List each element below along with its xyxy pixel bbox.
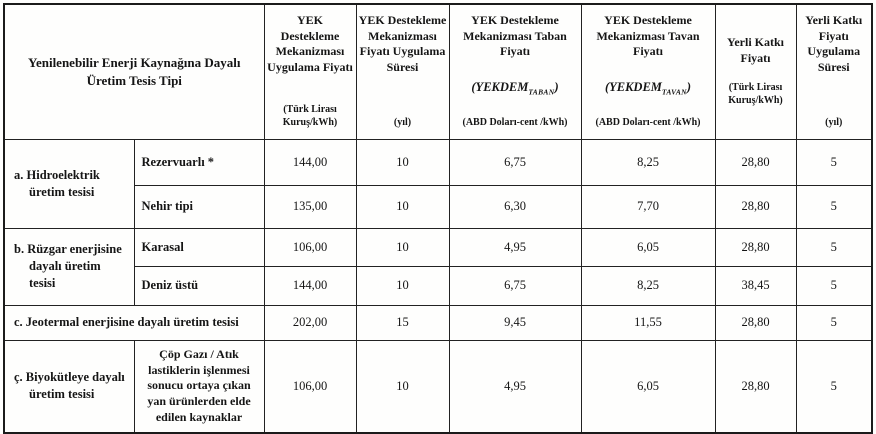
formula-close: ) bbox=[554, 79, 559, 94]
table-row bbox=[4, 305, 872, 340]
value-cell: 10 bbox=[356, 340, 449, 433]
col-header-local-contribution-price bbox=[715, 4, 796, 139]
formula-subscript: TABAN bbox=[528, 87, 555, 97]
value-cell: 106,00 bbox=[264, 340, 356, 433]
value-cell: 202,00 bbox=[264, 305, 356, 340]
header-cell-content bbox=[716, 5, 796, 138]
col-header-local-contribution-duration bbox=[796, 4, 872, 139]
header-cell-content bbox=[357, 5, 449, 138]
subtype-cell-reservoir: Rezervuarlı * bbox=[134, 139, 264, 185]
tariff-table-sheet bbox=[3, 3, 873, 434]
col-unit: (yıl) bbox=[393, 116, 412, 128]
col-unit: (ABD Doları-cent /kWh) bbox=[462, 116, 568, 128]
value-cell: 144,00 bbox=[264, 266, 356, 305]
value-cell: 5 bbox=[796, 228, 872, 266]
header-cell-content bbox=[582, 5, 715, 138]
value-cell: 15 bbox=[356, 305, 449, 340]
header-row bbox=[4, 4, 872, 139]
value-cell: 6,30 bbox=[449, 185, 581, 228]
value-cell: 5 bbox=[796, 340, 872, 433]
col-unit: (ABD Doları-cent /kWh) bbox=[595, 116, 701, 128]
value-cell: 5 bbox=[796, 305, 872, 340]
value-cell: 28,80 bbox=[715, 185, 796, 228]
group-cell-geothermal: c. Jeotermal enerjisine dayalı üretim tesisi bbox=[4, 305, 264, 340]
group-cell-hydroelectric: a. Hidroelektrik üretim tesisi bbox=[4, 139, 134, 228]
value-cell: 10 bbox=[356, 266, 449, 305]
value-cell: 28,80 bbox=[715, 139, 796, 185]
formula-open: (YEKDEM bbox=[471, 79, 529, 94]
value-cell: 9,45 bbox=[449, 305, 581, 340]
value-cell: 28,80 bbox=[715, 305, 796, 340]
table-row bbox=[4, 228, 872, 266]
table-row bbox=[4, 266, 872, 305]
col-title: YEK Destekleme Mekanizması Tavan Fiyatı bbox=[596, 13, 700, 59]
value-cell: 8,25 bbox=[581, 266, 715, 305]
value-cell: 28,80 bbox=[715, 340, 796, 433]
value-cell: 106,00 bbox=[264, 228, 356, 266]
col-title: YEK Destekleme Mekanizması Fiyatı Uygulama Süresi bbox=[358, 13, 447, 74]
subtype-cell-run-of-river: Nehir tipi bbox=[134, 185, 264, 228]
group-cell-biomass: ç. Biyokütleye dayalı üretim tesisi bbox=[4, 340, 134, 433]
header-cell-content bbox=[265, 5, 356, 138]
col-unit: (yıl) bbox=[825, 116, 843, 128]
col-header-floor-price bbox=[449, 4, 581, 139]
value-cell: 8,25 bbox=[581, 139, 715, 185]
subtype-cell-landfill-gas: Çöp Gazı / Atık lastiklerin işlenmesi sonucu ortaya çıkan yan ürünlerden elde edilen kaynaklar bbox=[134, 340, 264, 433]
value-cell: 10 bbox=[356, 228, 449, 266]
value-cell: 6,75 bbox=[449, 266, 581, 305]
col-unit: (Türk Lirası Kuruş/kWh) bbox=[282, 104, 338, 128]
facility-type-header: Yenilenebilir Enerji Kaynağına Dayalı Üretim Tesis Tipi bbox=[4, 4, 264, 139]
value-cell: 11,55 bbox=[581, 305, 715, 340]
value-cell: 38,45 bbox=[715, 266, 796, 305]
subtype-cell-offshore: Deniz üstü bbox=[134, 266, 264, 305]
yekdem-tavan-formula bbox=[605, 80, 691, 97]
col-header-yekdem-price bbox=[264, 4, 356, 139]
group-cell-wind: b. Rüzgar enerjisine dayalı üretim tesisi bbox=[4, 228, 134, 305]
col-title: YEK Destekleme Mekanizması Taban Fiyatı bbox=[463, 13, 567, 59]
value-cell: 5 bbox=[796, 185, 872, 228]
col-title: Yerli Katkı Fiyatı Uygulama Süresi bbox=[805, 13, 863, 74]
yek-support-tariff-table bbox=[3, 3, 873, 434]
formula-subscript: TAVAN bbox=[661, 87, 687, 97]
value-cell: 7,70 bbox=[581, 185, 715, 228]
table-row bbox=[4, 340, 872, 433]
value-cell: 28,80 bbox=[715, 228, 796, 266]
table-row bbox=[4, 185, 872, 228]
header-cell-content bbox=[797, 5, 872, 138]
value-cell: 4,95 bbox=[449, 228, 581, 266]
col-header-yekdem-duration bbox=[356, 4, 449, 139]
value-cell: 4,95 bbox=[449, 340, 581, 433]
value-cell: 135,00 bbox=[264, 185, 356, 228]
table-row bbox=[4, 139, 872, 185]
value-cell: 10 bbox=[356, 139, 449, 185]
col-title: Yerli Katkı Fiyatı bbox=[727, 34, 784, 65]
value-cell: 10 bbox=[356, 185, 449, 228]
formula-open: (YEKDEM bbox=[604, 79, 662, 94]
col-unit: (Türk Lirası Kuruş/kWh) bbox=[728, 82, 783, 106]
value-cell: 6,05 bbox=[581, 340, 715, 433]
col-header-ceiling-price bbox=[581, 4, 715, 139]
value-cell: 144,00 bbox=[264, 139, 356, 185]
value-cell: 5 bbox=[796, 139, 872, 185]
subtype-cell-onshore: Karasal bbox=[134, 228, 264, 266]
header-cell-content bbox=[450, 5, 581, 138]
yekdem-taban-formula bbox=[471, 80, 558, 97]
value-cell: 5 bbox=[796, 266, 872, 305]
value-cell: 6,75 bbox=[449, 139, 581, 185]
col-title: YEK Destekleme Mekanizması Uygulama Fiyatı bbox=[267, 13, 353, 74]
value-cell: 6,05 bbox=[581, 228, 715, 266]
formula-close: ) bbox=[686, 79, 692, 94]
